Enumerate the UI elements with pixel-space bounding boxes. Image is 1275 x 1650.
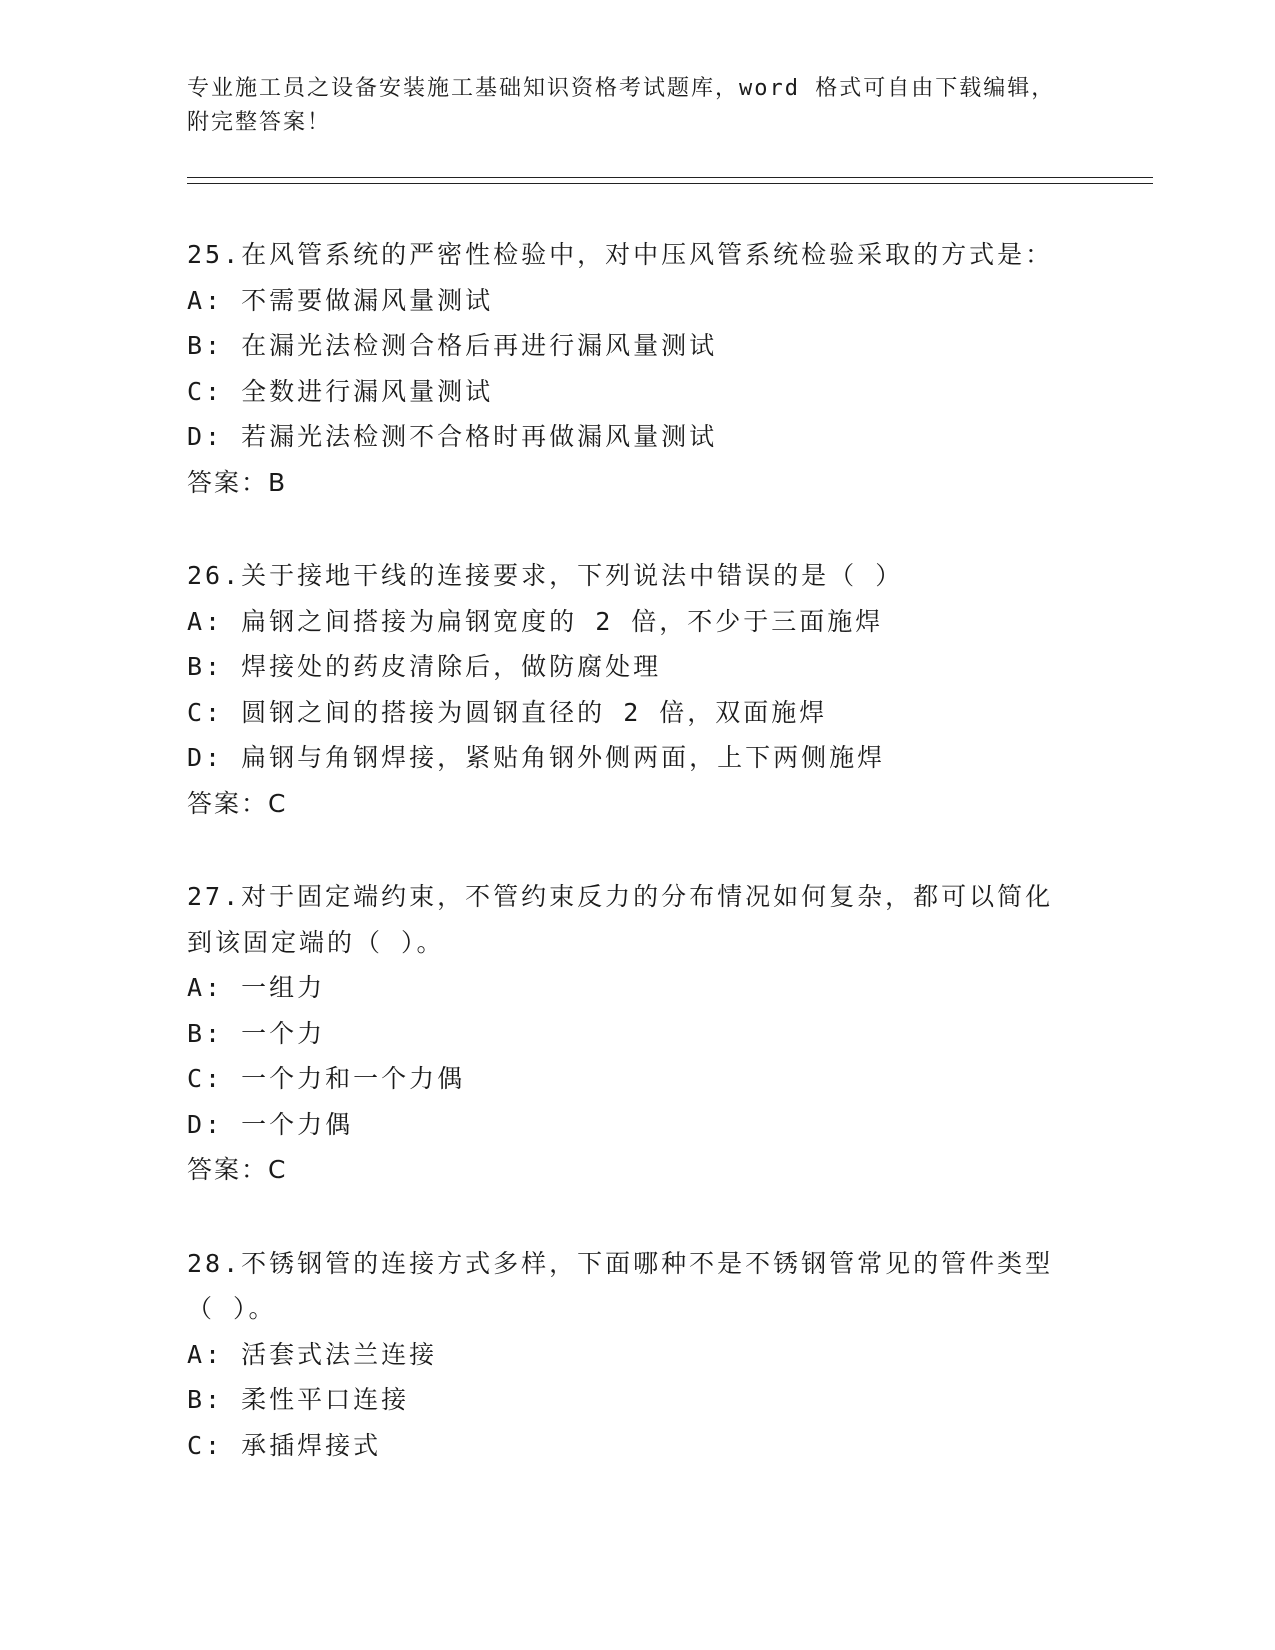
document-header	[187, 72, 1087, 140]
question-stem-line-2: （ ）。	[187, 1294, 277, 1323]
question-list	[187, 232, 1087, 1516]
question-stem: 25.在风管系统的严密性检验中，对中压风管系统检验采取的方式是：	[187, 240, 1054, 269]
question-25	[187, 232, 1087, 505]
option-a: A: 活套式法兰连接	[187, 1339, 438, 1369]
question-stem: 26.关于接地干线的连接要求，下列说法中错误的是（ ）	[187, 561, 904, 590]
option-d: D: 一个力偶	[187, 1109, 354, 1139]
option-a: A: 一组力	[187, 973, 326, 1002]
option-d: D: 若漏光法检测不合格时再做漏风量测试	[187, 422, 718, 451]
option-c: C: 全数进行漏风量测试	[187, 376, 494, 406]
option-b: B: 一个力	[187, 1018, 326, 1048]
question-28	[187, 1241, 1087, 1469]
header-divider-top	[187, 177, 1153, 178]
header-line-1: 专业施工员之设备安装施工基础知识资格考试题库，word 格式可自由下载编辑，	[187, 76, 1056, 101]
header-line-2: 附完整答案！	[187, 110, 332, 135]
answer-line: 答案：B	[187, 467, 288, 497]
option-c: C: 圆钢之间的搭接为圆钢直径的 2 倍，双面施焊	[187, 697, 828, 727]
option-c: C: 一个力和一个力偶	[187, 1064, 466, 1093]
question-stem-line-1: 27.对于固定端约束，不管约束反力的分布情况如何复杂，都可以简化	[187, 882, 1054, 911]
option-d: D: 扁钢与角钢焊接，紧贴角钢外侧两面，上下两侧施焊	[187, 743, 886, 772]
question-stem-line-1: 28.不锈钢管的连接方式多样，下面哪种不是不锈钢管常见的管件类型	[187, 1248, 1054, 1278]
option-a: A: 不需要做漏风量测试	[187, 285, 494, 315]
question-27	[187, 874, 1087, 1193]
question-stem-line-2: 到该固定端的（ ）。	[187, 927, 445, 957]
option-b: B: 在漏光法检测合格后再进行漏风量测试	[187, 331, 718, 360]
option-a: A: 扁钢之间搭接为扁钢宽度的 2 倍，不少于三面施焊	[187, 606, 884, 636]
option-c: C: 承插焊接式	[187, 1430, 382, 1460]
answer-line: 答案：C	[187, 1155, 288, 1184]
option-b: B: 柔性平口连接	[187, 1385, 410, 1414]
answer-line: 答案：C	[187, 788, 288, 818]
option-b: B: 焊接处的药皮清除后，做防腐处理	[187, 652, 662, 681]
header-divider-bottom	[187, 183, 1153, 184]
question-26	[187, 553, 1087, 826]
